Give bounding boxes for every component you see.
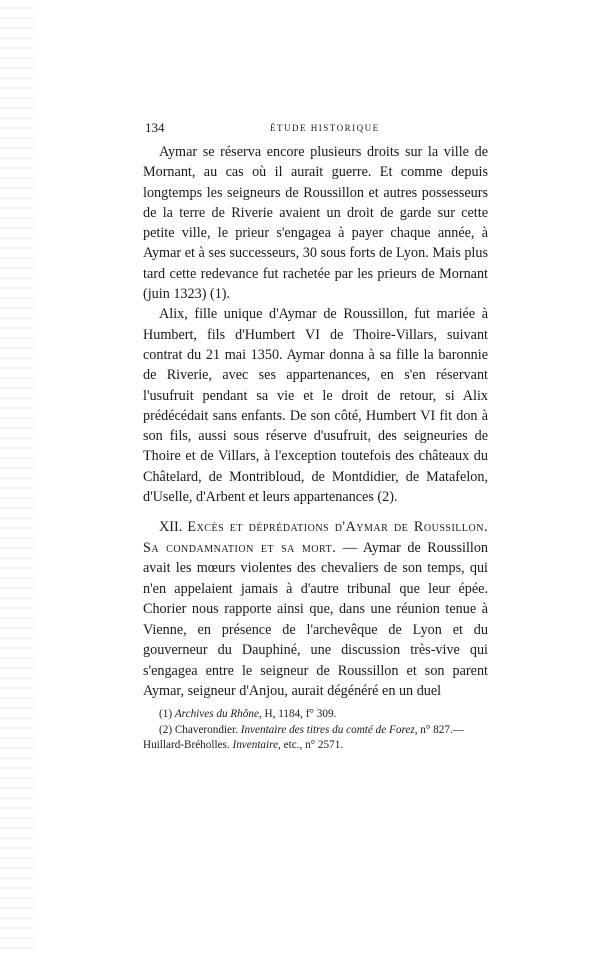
footnote-2-author2: Huillard-Bréholles. (143, 739, 230, 751)
footnote-2-title: Inventaire des titres du comté de Forez, (240, 723, 418, 736)
section-number: XII. (159, 519, 183, 535)
footnote-2-ref2: etc., n° 2571. (283, 739, 344, 751)
main-text (143, 142, 488, 507)
footnote-1 (143, 707, 488, 723)
footnote-2-author: Chaverondier. (174, 723, 238, 736)
footnote-1-source: Archives du Rhône, (174, 708, 262, 720)
section-text: — Aymar de Roussillon avait les mœurs violentes des chevaliers de son temps, qui n'en appelaient jamais à d'autre tribunal que leur épée. Chorier nous rapporte ainsi que, dans une réunion tenue à Vienne, en présence de l'archevêque de Lyon et du gouverneur du Dauphiné, une discussion très-vive qui s'engagea entre le seigneur de Roussillon et son parent Aymar, seigneur d'Anjou, aurait dégénéré en un duel (143, 539, 489, 699)
page-header (145, 120, 485, 138)
footnote-2-ref: n° 827.— (420, 723, 464, 736)
scanned-page-edge (0, 0, 34, 957)
section-xii (143, 517, 488, 702)
section-paragraph (143, 517, 488, 702)
paragraph-1: Aymar se réserva encore plusieurs droits sur la ville de Mornant, au cas où il aurait guerre. Et comme depuis longtemps les seigneurs de Roussillon et autres possesseurs de la terre de Riverie avaient un droit de garde sur cette petite ville, le prieur s'engagea à payer chaque année, à Aymar et à ses successeurs, 30 sous forts de Lyon. Mais plus tard cette redevance fut rachetée par les prieurs de Mornant (juin 1323) (1). (143, 144, 488, 303)
page-number: 134 (145, 120, 165, 135)
footnote-1-mark: (1) (159, 708, 173, 720)
section-heading: Excès et déprédations d'Aymar de Roussillon. Sa condamnation et sa mort. (143, 519, 488, 556)
footnote-2 (143, 723, 488, 754)
running-head: ÉTUDE HISTORIQUE (270, 123, 380, 133)
footnotes (143, 707, 488, 754)
paragraph-2: Alix, fille unique d'Aymar de Roussillon, fut mariée à Humbert, fils d'Humbert VI de Thoire-Villars, suivant contrat du 21 mai 1350. Aymar donna à sa fille la baronnie de Riverie, avec ses appartenances, en s'en réservant l'usufruit pendant sa vie et le droit de retour, si Alix prédécédait sans enfants. De son côté, Humbert VI fit don à son fils, aussi sous réserve d'usufruit, des seigneuries de Thoire et de Villars, à l'exception toutefois des châteaux du Châtelard, de Montribloud, de Montdidier, de Matafelon, d'Uselle, d'Arbent et leurs appartenances (2). (143, 306, 488, 506)
footnote-2-title2: Inventaire, (232, 739, 281, 751)
footnote-2-mark: (2) (159, 723, 173, 736)
footnote-1-ref: H, 1184, f° 309. (264, 708, 337, 720)
